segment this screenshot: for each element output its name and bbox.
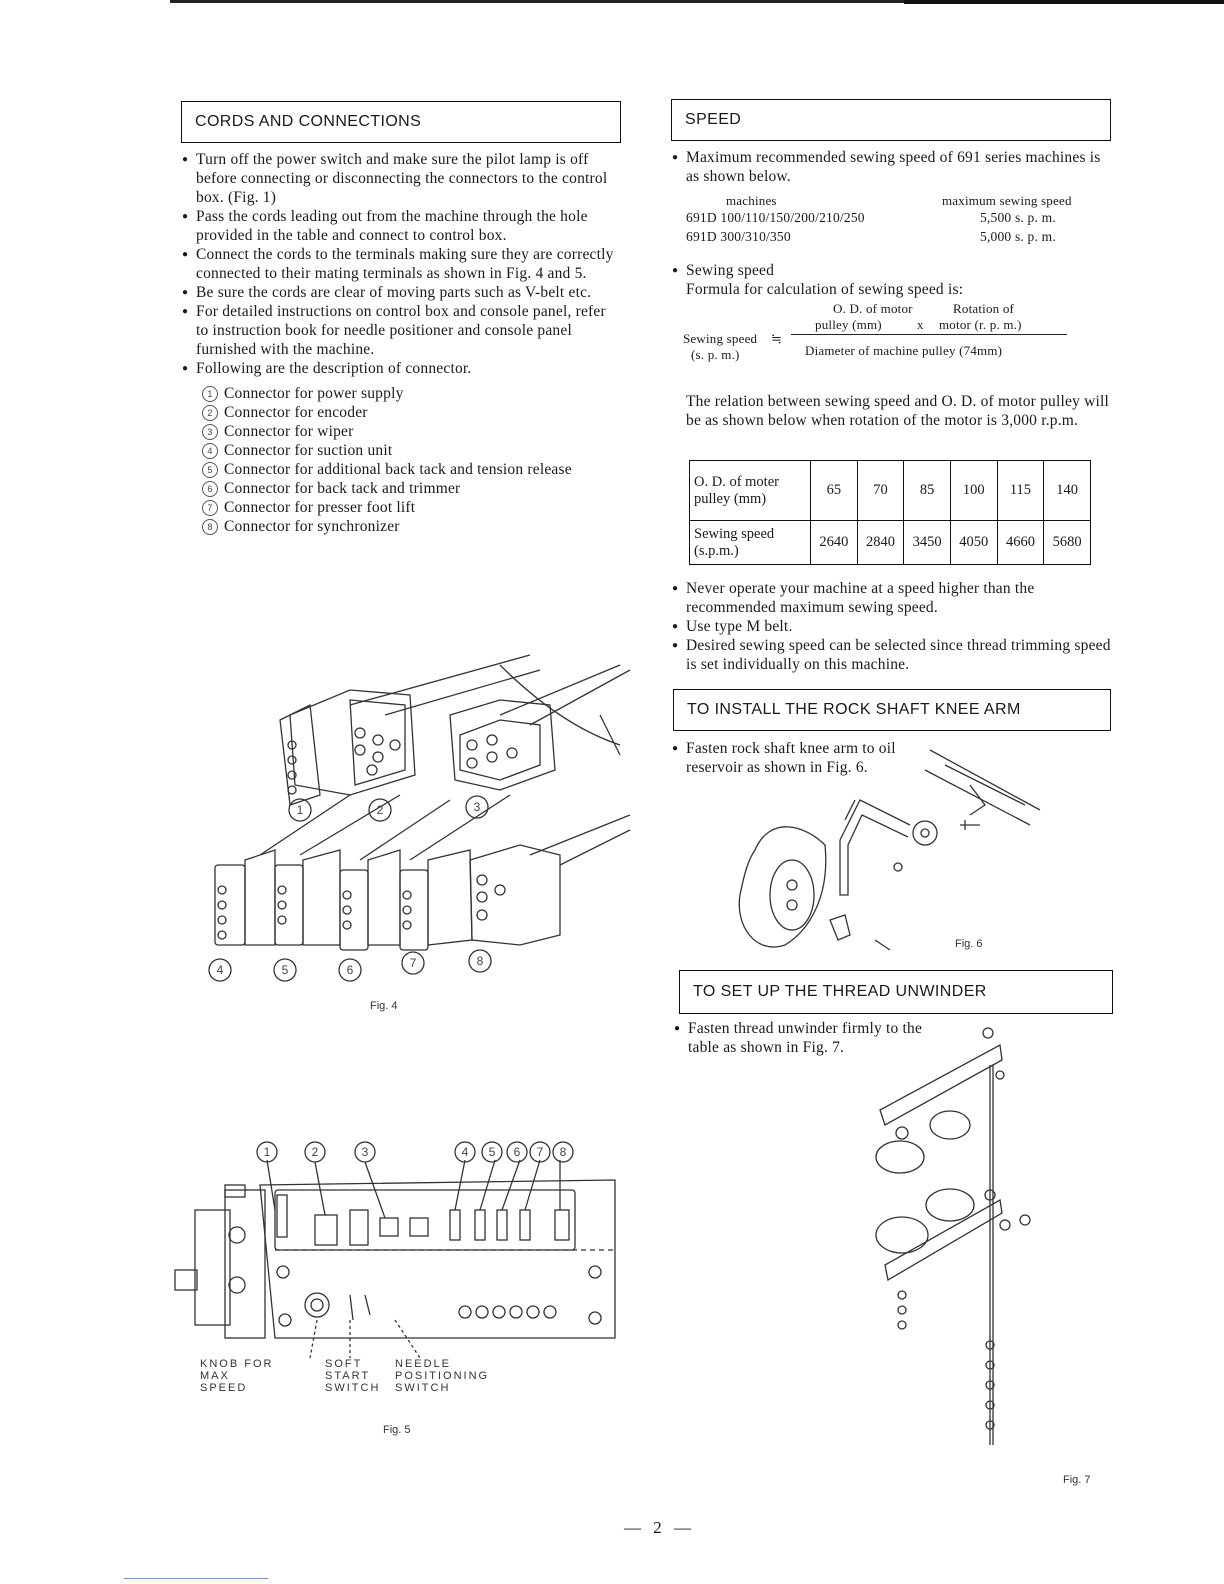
connector-item: 1 Connector for power supply [182,384,622,403]
speed-row: 691D 300/310/350 [686,229,791,244]
cords-bullet: ● Following are the description of connector. [182,359,622,378]
table-cell: 65 [811,461,858,521]
unwinder-header-text: TO SET UP THE THREAD UNWINDER [693,983,987,1000]
formula-rot: Rotation of [953,301,1015,316]
fig7-caption: Fig. 7 [1063,1474,1091,1486]
unwinder-bullet: ● Fasten thread unwinder firmly to the table as shown in Fig. 7. [674,1019,934,1057]
fig4-num: 4 [216,963,224,977]
cords-body [182,150,622,536]
formula-motor: motor (r. p. m.) [939,317,1022,332]
formula-den: Diameter of machine pulley (74mm) [805,343,1003,358]
formula-od: O. D. of motor [833,301,913,316]
sewing-speed-block [672,261,1112,299]
speed-row-value: 5,500 s. p. m. [980,210,1056,225]
unwinder-header [679,970,1113,1014]
cords-bullet: ● Connect the cords to the terminals making sure they are correctly connected to their mating terminals as shown in Fig. 4 and 5. [182,245,622,283]
fig5-num: 6 [513,1145,521,1159]
table-cell: 2640 [811,521,858,565]
connector-item: 8 Connector for synchronizer [182,517,622,536]
formula-bar [791,334,1067,335]
formula-approx: ≒ [771,331,783,346]
cords-bullet: ● Be sure the cords are clear of moving parts such as V-belt etc. [182,283,622,302]
fig5-num: 3 [361,1145,369,1159]
speed-note: ● Never operate your machine at a speed higher than the recommended maximum sewing speed. [672,579,1112,617]
fig4-num: 1 [296,803,304,817]
speed-row-value: 5,000 s. p. m. [980,229,1056,244]
table-cell: 4050 [950,521,997,565]
fig5-num: 5 [488,1145,496,1159]
cords-header-text: CORDS AND CONNECTIONS [195,113,422,130]
table-cell: 4660 [997,521,1044,565]
table-cell: 115 [997,461,1044,521]
formula-lhs: Sewing speed [683,331,758,346]
fig5-label-soft: SOFT START SWITCH [325,1358,381,1394]
fig6-caption: Fig. 6 [955,938,983,950]
connector-item: 6 Connector for back tack and trimmer [182,479,622,498]
cords-header [181,101,621,143]
fig7-illustration [860,1025,1060,1450]
formula-x: x [917,317,924,332]
connector-item: 7 Connector for presser foot lift [182,498,622,517]
rock-bullet: ● Fasten rock shaft knee arm to oil reservoir as shown in Fig. 6. [672,739,942,777]
fig4-illustration [200,645,640,985]
relation-text: The relation between sewing speed and O. D. of motor pulley will be as shown below when rotation of the motor is 3,000 r.p.m. [686,393,1110,429]
table-cell: 70 [857,461,904,521]
col-machines: machines [726,193,777,208]
fig5-num: 1 [263,1145,271,1159]
sewing-speed-label: ● Sewing speed [672,261,1112,280]
fig5-num: 2 [311,1145,319,1159]
speed-notes [672,579,1112,674]
speed-intro: ● Maximum recommended sewing speed of 691 series machines is as shown below. [672,148,1112,186]
fig4-num: 3 [473,800,481,814]
cords-bullet: ● For detailed instructions on control box and console panel, refer to instruction book for needle positioner and console panel furnished with the machine. [182,302,622,359]
cords-bullet: ● Pass the cords leading out from the machine through the hole provided in the table and connect to control box. [182,207,622,245]
fig6-illustration [730,745,1050,960]
formula-intro: Formula for calculation of sewing speed is: [686,281,964,298]
table-cell: 140 [1044,461,1091,521]
page-number: — 2 — [624,1518,695,1537]
speed-note: ● Use type M belt. [672,617,1112,636]
cords-bullet: ● Turn off the power switch and make sure the pilot lamp is off before connecting or disconnecting the connectors to the control box. (Fig. 1) [182,150,622,207]
formula-unit: (s. p. m.) [691,347,740,362]
fig4-caption: Fig. 4 [370,1000,398,1012]
table-row2-label: Sewing speed (s.p.m.) [690,521,811,565]
table-cell: 2840 [857,521,904,565]
fig4-num: 2 [376,803,384,817]
fig5-label-needle: NEEDLE POSITIONING SWITCH [395,1358,490,1394]
bottom-rule [124,1578,268,1579]
connector-item: 5 Connector for additional back tack and tension release [182,460,622,479]
speed-table [689,460,1091,565]
fig5-illustration [175,1140,625,1390]
speed-note: ● Desired sewing speed can be selected since thread trimming speed is set individually on this machine. [672,636,1112,674]
formula-pulley: pulley (mm) [815,317,882,332]
table-cell: 5680 [1044,521,1091,565]
speed-header-text: SPEED [685,111,742,128]
table-cell: 85 [904,461,951,521]
table-row1-label: O. D. of moter pulley (mm) [690,461,811,521]
fig5-caption: Fig. 5 [383,1424,411,1436]
top-rule [170,0,1224,3]
fig5-num: 4 [461,1145,469,1159]
fig4-num: 6 [346,963,354,977]
col-max: maximum sewing speed [942,193,1072,208]
fig5-num: 8 [559,1145,567,1159]
fig4-num: 8 [476,954,484,968]
table-cell: 100 [950,461,997,521]
speed-row: 691D 100/110/150/200/210/250 [686,210,865,225]
rock-header-text: TO INSTALL THE ROCK SHAFT KNEE ARM [687,701,1021,718]
table-cell: 3450 [904,521,951,565]
speed-header [671,99,1111,141]
fig5-num: 7 [536,1145,544,1159]
fig5-label-knob: KNOB FOR MAX SPEED [200,1358,274,1394]
speed-body [672,148,1112,186]
fig4-num: 5 [281,963,289,977]
connector-item: 3 Connector for wiper [182,422,622,441]
connector-item: 2 Connector for encoder [182,403,622,422]
fig4-num: 7 [409,956,417,970]
rock-header [673,689,1111,731]
connector-item: 4 Connector for suction unit [182,441,622,460]
